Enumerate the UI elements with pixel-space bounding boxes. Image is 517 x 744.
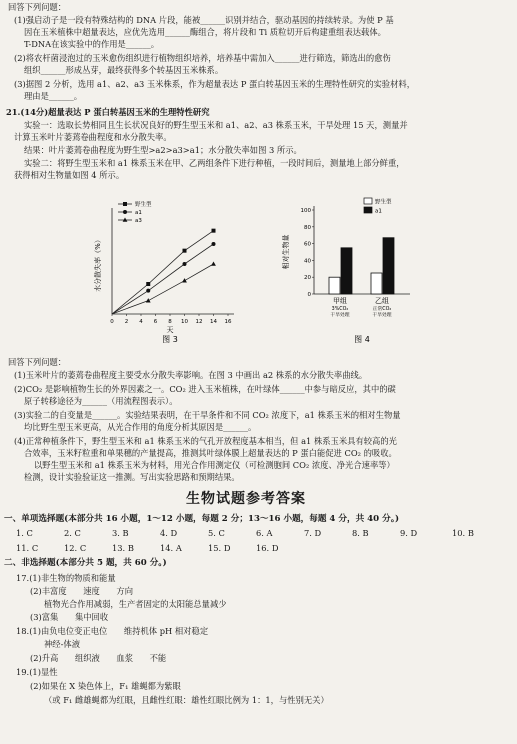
answer-row2 xyxy=(0,543,517,555)
answer-item: 13. B xyxy=(112,543,134,553)
y-tick-label: 80 xyxy=(304,224,311,231)
category-label: 乙组 xyxy=(375,297,389,305)
sub4-line1: (4)正常种植条件下，野生型玉米和 a1 株系玉米的气孔开放程度基本相当，但 a1 株系玉米具有较高的光 xyxy=(14,436,397,446)
answer-item: 6. A xyxy=(256,528,273,538)
section2-heading: 二、非选择题(本部分共 5 题，共 60 分。) xyxy=(4,558,167,568)
category-note: 3%CO₂ xyxy=(331,307,349,312)
bar xyxy=(329,277,340,294)
legend-label: a1 xyxy=(375,208,382,215)
figure-caption: 图 4 xyxy=(354,335,370,344)
answer-item: 3. B xyxy=(112,528,129,538)
sub2-line2: 原子转移途径为______（用流程图表示）。 xyxy=(24,396,178,406)
answer-row1 xyxy=(0,528,517,540)
sub1: (1)玉米叶片的萎蔫卷曲程度主要受水分散失率影响。在图 3 中画出 a2 株系的水分散失率曲线。 xyxy=(14,370,368,380)
experiment1-line1: 实验一：选取长势相同且生长状况良好的野生型玉米和 a1、a2、a3 株系玉米，干旱处理 15 天，测量并 xyxy=(24,120,408,130)
legend-swatch xyxy=(364,207,372,213)
x-tick-label: 6 xyxy=(153,319,158,325)
answer17-2b: 植物光合作用减弱，生产者固定的太阳能总量减少 xyxy=(44,599,227,609)
q3-line2: 理由是______。 xyxy=(24,91,83,101)
answer-item: 15. D xyxy=(208,543,231,553)
answers-title: 生物试题参考答案 xyxy=(186,491,306,507)
answer18-1: 18.(1)由负电位变正电位 维持机体 pH 相对稳定 xyxy=(16,626,209,636)
x-tick-label: 16 xyxy=(224,319,232,325)
data-point xyxy=(182,278,187,282)
x-axis-label: 天 xyxy=(166,326,174,334)
answer18-2: (2)升高 组织液 血浆 不能 xyxy=(30,653,167,663)
y-tick-label: 100 xyxy=(300,208,311,214)
data-point xyxy=(212,229,216,233)
category-note: 干旱处理 xyxy=(372,313,392,318)
data-point xyxy=(146,282,150,286)
bar xyxy=(371,273,382,294)
sub4-line3: 以野生型玉米和 a1 株系玉米为材料，用光合作用测定仪（可检测胞间 CO₂ 浓度、净光合速率等） xyxy=(34,460,395,470)
answer19-1: 19.(1)显性 xyxy=(16,667,58,677)
data-point xyxy=(146,298,151,302)
sub4-line2: 合效率，玉米籽粒重和单果穗的产量提高，推测其叶绿体膜上超量表达的 P 蛋白能促进 CO₂ 的吸收。 xyxy=(24,448,397,458)
bar xyxy=(341,248,352,294)
answer19-2b: （或 F₁ 雌雄蝇都为红眼，且雌性红眼：雄性红眼比例为 1：1，与性别无关） xyxy=(44,695,329,705)
series-line xyxy=(112,244,214,314)
data-point xyxy=(183,262,187,266)
x-tick-label: 0 xyxy=(110,319,114,325)
answer17-3: (3)富集 集中回收 xyxy=(30,612,109,622)
series-line xyxy=(112,264,214,314)
data-point xyxy=(146,289,150,293)
questions-intro: 回答下列问题： xyxy=(8,2,67,12)
y-tick-label: 60 xyxy=(304,241,311,248)
answer-item: 11. C xyxy=(16,543,39,553)
answer-item: 10. B xyxy=(452,528,474,538)
y-axis-label: 水分散失率（%） xyxy=(94,236,102,292)
answer-item: 7. D xyxy=(304,528,322,538)
sub2-line1: (2)CO₂ 是影响植物生长的外界因素之一。CO₂ 进入玉米植株，在叶绿体______中参与暗反应，其中的碳 xyxy=(14,384,396,394)
answer-item: 14. A xyxy=(160,543,182,553)
x-tick-label: 2 xyxy=(124,319,129,325)
answer-item: 1. C xyxy=(16,528,33,538)
answer-item: 12. C xyxy=(64,543,87,553)
x-tick-label: 4 xyxy=(139,319,143,325)
answer17-2: (2)丰富度 速度 方向 xyxy=(30,586,134,596)
category-note: 干旱处理 xyxy=(330,313,350,318)
data-point xyxy=(212,242,216,246)
data-point xyxy=(123,202,127,206)
y-tick-label: 40 xyxy=(304,258,311,265)
answer18-1b: 神经-体液 xyxy=(44,639,80,649)
legend-label: a3 xyxy=(135,218,142,224)
legend-label: 野生型 xyxy=(375,199,392,206)
x-tick-label: 10 xyxy=(181,319,188,325)
x-tick-label: 8 xyxy=(168,319,172,325)
bar xyxy=(383,238,394,294)
data-point xyxy=(123,210,127,214)
category-label: 甲组 xyxy=(333,297,347,305)
result1: 结果：叶片萎蔫卷曲程度为野生型>a2>a3>a1；水分散失率如图 3 所示。 xyxy=(24,145,302,155)
answer-item: 16. D xyxy=(256,543,279,553)
experiment2-line1: 实验二：将野生型玉米和 a1 株系玉米在甲、乙两组条件下进行种植，一段时间后，测量地上部分鲜重， xyxy=(24,158,405,168)
answer-item: 2. C xyxy=(64,528,81,538)
legend-label: 野生型 xyxy=(135,202,152,208)
q21-heading: 21.(14分)超量表达 P 蛋白转基因玉米的生理特性研究 xyxy=(6,107,210,117)
experiment1-line2: 计算玉米叶片萎蔫卷曲程度和水分散失率。 xyxy=(14,132,172,142)
sub3-line2: 均比野生型玉米更高，从光合作用的角度分析其原因是______。 xyxy=(24,422,257,432)
answer-item: 5. C xyxy=(208,528,225,538)
y-tick-label: 0 xyxy=(307,292,311,298)
q21-questions-intro: 回答下列问题： xyxy=(8,357,67,367)
legend-label: a1 xyxy=(135,210,142,216)
legend-swatch xyxy=(364,198,372,204)
q2-line1: (2)将农杆菌浸泡过的玉米愈伤组织进行植物组织培养，培养基中需加入______进行筛选，筛选出的愈伤 xyxy=(14,53,391,63)
answer-item: 4. D xyxy=(160,528,178,538)
category-note: 正常CO₂ xyxy=(372,307,392,312)
q1-line2: 因在玉米植株中超量表达，应优先选用______酶组合，将片段和 Ti 质粒切开后构建重组表达载体。 xyxy=(24,27,386,37)
answer19-2: (2)如果在 X 染色体上，F₁ 雄蝇都为紫眼 xyxy=(30,681,181,691)
data-point xyxy=(211,262,216,266)
figure3-line-chart xyxy=(70,186,250,346)
answer-item: 9. D xyxy=(400,528,418,538)
data-point xyxy=(183,249,187,253)
sub4-line4: 检测，设计实验验证这一推测。写出实验思路和预期结果。 xyxy=(24,472,240,482)
x-tick-label: 12 xyxy=(195,319,203,325)
y-tick-label: 20 xyxy=(304,275,311,282)
answer17-1: 17.(1)非生物的物质和能量 xyxy=(16,573,116,583)
section1-heading: 一、单项选择题(本部分共 16 小题，1～12 小题，每题 2 分；13～16 小题，每题 4 分，共 40 分。) xyxy=(4,514,400,524)
q2-line2: 组织______形成丛芽，最终获得多个转基因玉米株系。 xyxy=(24,65,224,75)
sub3-line1: (3)实验二的自变量是______。实验结果表明，在干旱条件和不同 CO₂ 浓度下，a1 株系玉米的相对生物量 xyxy=(14,410,401,420)
q3-line1: (3)据图 2 分析，选用 a1、a2、a3 玉米株系，作为超量表达 P 蛋白转基因玉米的生理特性研究的实验材料， xyxy=(14,79,415,89)
q1-line3: T-DNA在该实验中的作用是______。 xyxy=(24,39,160,49)
experiment2-line2: 获得相对生物量如图 4 所示。 xyxy=(14,170,125,180)
answer-item: 8. B xyxy=(352,528,369,538)
y-axis-label: 相对生物量 xyxy=(282,234,290,270)
figure-caption: 图 3 xyxy=(162,335,178,344)
q1-line1: (1)强启动子是一段有特殊结构的 DNA 片段，能被______识别并结合，驱动基因的持续转录。为使 P 基 xyxy=(14,15,394,25)
x-tick-label: 14 xyxy=(210,319,217,325)
figure4-bar-chart xyxy=(272,186,422,346)
